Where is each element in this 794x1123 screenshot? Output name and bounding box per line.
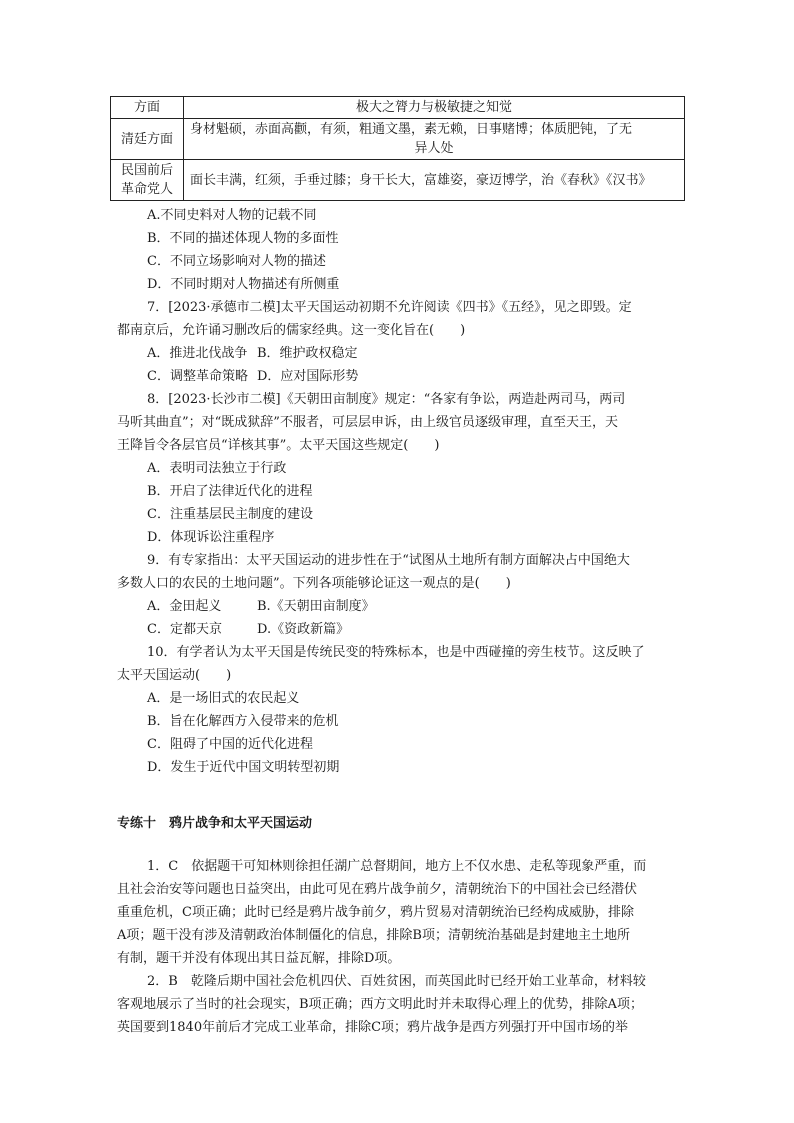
table-cell-aspect: 清廷方面 [111,119,184,160]
option-c: C．定都天京 [147,622,222,637]
answer-line: 有制，题干并没有体现出其日益瓦解，排除D项。 [117,951,401,966]
comparison-table [110,96,685,201]
option-d: D．体现诉讼注重程序 [147,530,275,545]
option-d: D.《资政新篇》 [257,622,350,637]
section-title [117,812,312,831]
section-number: 专练十 [117,816,157,831]
answer-line: 2．B 乾隆后期中国社会危机四伏、百姓贫困，而英国此时已经开始工业革命，材料较 [147,974,646,989]
section-name: 鸦片战争和太平天国运动 [169,816,313,831]
question-9 [117,549,687,641]
question-8-stem-line: 马听其曲直”；对“既成狱辞”不服者，可层层申诉，由上级官员逐级审理，直至天王，天 [117,415,618,430]
option-d: D．应对国际形势 [257,369,359,384]
option-a: A.不同史料对人物的记载不同 [147,208,317,223]
table-header-row [111,97,685,119]
option-b: B．不同的描述体现人物的多面性 [147,231,339,246]
question-8-stem-line: 8．[2023·长沙市二模]《天朝田亩制度》规定：“各家有争讼，两造赴两司马，两司 [147,392,626,407]
table-cell-description [184,119,685,160]
option-b: B．旨在化解西方入侵带来的危机 [147,714,339,729]
option-a: A．金田起义 [147,599,222,614]
question-10 [117,641,687,779]
option-b: B．维护政权稳定 [257,346,358,361]
answer-line: 重重危机，C项正确；此时已经是鸦片战争前夕，鸦片贸易对清朝统治已经构成威胁，排除 [117,905,634,920]
option-d: D．不同时期对人物描述有所侧重 [147,277,340,292]
question-10-stem-line: 10．有学者认为太平天国是传统民变的特殊标本，也是中西碰撞的旁生枝节。这反映了 [147,645,645,660]
question-9-options-row [117,595,687,618]
table-cell-description: 面长丰满，红须，手垂过膝；身干长大，富雄姿，豪迈博学，治《春秋》《汉书》 [184,160,685,201]
answer-explanations [117,856,687,1040]
option-c: C．注重基层民主制度的建设 [147,507,313,522]
question-7-options-row [117,342,687,365]
answer-line: 且社会治安等问题也日益突出，由此可见在鸦片战争前夕，清朝统治下的中国社会已经潜伏 [117,882,638,897]
option-c: C．不同立场影响对人物的描述 [147,254,326,269]
option-a: A．推进北伐战争 [147,346,248,361]
question-7-options-row [117,365,687,388]
table-cell-line: 异人处 [414,141,454,156]
question-9-stem-line: 多数人口的农民的土地问题”。下列各项能够论证这一观点的是( ) [117,576,511,591]
question-7-stem-line: 都南京后，允许诵习删改后的儒家经典。这一变化旨在( ) [117,323,466,338]
table-cell-line: 民国前后 [120,163,173,178]
option-a: A．是一场旧式的农民起义 [147,691,300,706]
table-header-content: 极大之膂力与极敏捷之知觉 [184,97,685,119]
question-6-options [117,204,687,296]
option-b: B.《天朝田亩制度》 [257,599,375,614]
table-header-aspect: 方面 [111,97,184,119]
table-cell-aspect [111,160,184,201]
answer-line: 客观地展示了当时的社会现实，B项正确；西方文明此时并未取得心理上的优势，排除A项； [117,997,643,1012]
answer-line: 英国要到1840年前后才完成工业革命，排除C项；鸦片战争是西方列强打开中国市场的举 [117,1020,629,1035]
option-d: D．发生于近代中国文明转型初期 [147,760,340,775]
answer-line: 1．C 依据题干可知林则徐担任湖广总督期间，地方上不仅水患、走私等现象严重，而 [147,859,647,874]
option-a: A．表明司法独立于行政 [147,461,287,476]
table-cell-line: 身材魁硕，赤面高颧，有须，粗通文墨，素无赖，日事赌博；体质肥钝，了无 [190,122,633,137]
question-8-stem-line: 王降旨令各层官员“详核其事”。太平天国这些规定( ) [117,438,440,453]
table-row [111,160,685,201]
option-c: C．阻碍了中国的近代化进程 [147,737,313,752]
table-row [111,119,685,160]
question-9-stem-line: 9．有专家指出：太平天国运动的进步性在于“试图从土地所有制方面解决占中国绝大 [147,553,630,568]
option-b: B．开启了法律近代化的进程 [147,484,313,499]
answer-line: A项；题干没有涉及清朝政治体制僵化的信息，排除B项；清朝统治基础是封建地主土地所 [117,928,630,943]
question-10-stem-line: 太平天国运动( ) [117,668,232,683]
question-8 [117,388,687,549]
question-7-stem-line: 7．[2023·承德市二模]太平天国运动初期不允许阅读《四书》《五经》，见之即毁。定 [147,300,632,315]
option-c: C．调整革命策略 [147,369,248,384]
question-9-options-row [117,618,687,641]
question-7 [117,296,687,388]
table-cell-line: 革命党人 [120,182,173,197]
